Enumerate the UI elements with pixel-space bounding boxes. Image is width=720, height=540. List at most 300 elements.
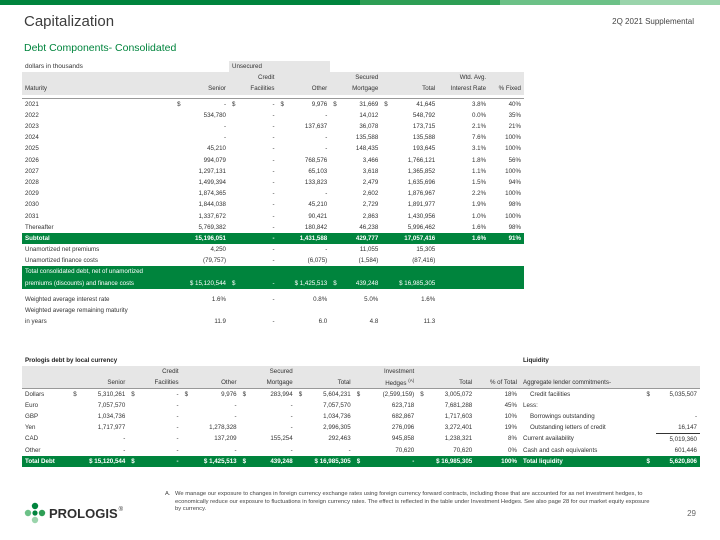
table-cell <box>229 305 241 316</box>
table-cell: $ 16,985,305 <box>296 456 354 467</box>
table-cell <box>229 72 241 83</box>
table-cell: $ <box>174 99 183 110</box>
table-cell: CAD <box>25 435 39 443</box>
subtotal-row <box>22 233 524 244</box>
table-cell: 98% <box>508 201 521 209</box>
table-row <box>22 210 524 221</box>
table-cell <box>381 305 393 316</box>
table-cell: 292,463 <box>328 435 351 443</box>
table-cell <box>489 316 524 327</box>
table-cell <box>489 244 524 255</box>
table-row <box>22 422 520 433</box>
table-cell <box>70 411 83 422</box>
table-cell: 5,996,462 <box>407 223 436 231</box>
top-bar-segment <box>360 0 500 5</box>
table-cell <box>417 377 430 388</box>
table-cell: Thereafter <box>25 223 54 231</box>
table-cell <box>330 255 342 266</box>
table-cell: - <box>184 99 229 110</box>
table-cell: 1,766,121 <box>407 156 436 164</box>
table-cell: 11.3 <box>423 318 436 326</box>
table-cell <box>417 411 430 422</box>
table-cell: 2021 <box>22 99 174 110</box>
table-cell: 45,210 <box>207 145 226 153</box>
table-cell <box>296 366 309 377</box>
table-cell <box>296 433 309 444</box>
table-cell: $ 15,120,544 <box>70 456 128 467</box>
table-cell <box>128 377 141 388</box>
table-cell: 2028 <box>25 178 39 186</box>
table-cell <box>330 188 342 199</box>
table-cell: premiums (discounts) and finance costs <box>22 278 174 289</box>
table-cell: 98% <box>508 223 521 231</box>
table-cell: - <box>241 278 278 289</box>
table-cell: 534,780 <box>203 111 226 119</box>
table-cell <box>83 366 128 377</box>
section-title-row <box>520 355 700 366</box>
table-cell: Total <box>393 83 438 94</box>
table-cell: Investment <box>366 366 417 377</box>
table-cell <box>184 72 229 83</box>
table-cell <box>229 244 241 255</box>
table-cell <box>489 305 524 316</box>
table-cell <box>128 422 141 433</box>
table-cell: 1,876,967 <box>407 190 436 198</box>
table-cell <box>330 210 342 221</box>
table-cell: 1.5% <box>472 178 487 186</box>
table-cell <box>70 377 83 388</box>
table-cell: in years <box>25 318 47 326</box>
footnote-text: We manage our exposure to changes in foreign currency exchange rates using foreign currency forward contracts, including those that are accounted for as net investment hedges, to economically reduce our exposure to fluctuations in foreign currency rates. The effect is reflected in the table under Investment Hedges. See also page 28 for our market equity exposure by currency. <box>175 491 650 513</box>
table-cell <box>330 222 342 233</box>
top-bar-segment <box>0 0 360 5</box>
table-cell <box>240 445 253 456</box>
table-cell: Current availability <box>523 435 574 443</box>
table-cell: 3.8% <box>438 99 489 110</box>
table-cell: 10% <box>504 413 517 421</box>
table-cell <box>278 121 290 132</box>
table-cell: 548,792 <box>412 111 436 119</box>
table-cell: Secured <box>342 72 381 83</box>
table-row <box>22 110 524 121</box>
logo-registered-mark: ® <box>118 507 124 513</box>
table-cell: 7,057,570 <box>97 401 126 409</box>
table-cell: Other <box>289 83 330 94</box>
table-cell: 5,620,806 <box>656 456 700 467</box>
table-cell <box>656 400 700 411</box>
table-cell <box>241 266 278 277</box>
table-cell <box>489 294 524 305</box>
table-cell: 1.6% <box>421 295 436 303</box>
table-cell <box>240 411 253 422</box>
table-cell <box>174 244 183 255</box>
table-cell <box>381 166 393 177</box>
table-cell <box>644 400 656 411</box>
table-cell <box>278 294 290 305</box>
table-cell <box>330 316 342 327</box>
table-cell <box>182 411 195 422</box>
table-cell: - <box>272 190 275 198</box>
table-cell: 17,057,416 <box>393 233 438 244</box>
table-cell <box>289 305 330 316</box>
table-row <box>22 155 524 166</box>
table-cell: 2,729 <box>362 201 379 209</box>
table-cell: 2025 <box>25 145 39 153</box>
table-cell: 193,645 <box>412 145 436 153</box>
table-cell <box>381 155 393 166</box>
table-cell: - <box>234 401 237 409</box>
table-cell: - <box>272 123 275 131</box>
table-cell <box>330 294 342 305</box>
table-cell: 945,858 <box>391 435 415 443</box>
table-cell <box>174 72 183 83</box>
table-cell <box>174 210 183 221</box>
table-cell <box>184 266 229 277</box>
table-cell: 439,248 <box>342 278 381 289</box>
table-cell: (2,599,159) <box>366 389 417 400</box>
table-row <box>22 222 524 233</box>
table-cell <box>182 422 195 433</box>
table-cell: - <box>272 145 275 153</box>
table-cell <box>489 255 524 266</box>
table-cell: Senior <box>184 83 229 94</box>
table-cell: - <box>123 446 126 454</box>
table-cell: 5,019,360 <box>669 435 697 443</box>
table-cell: 1.6% <box>211 295 226 303</box>
table-cell <box>644 445 656 456</box>
table-cell <box>342 305 381 316</box>
table-cell: 7.6% <box>472 134 487 142</box>
table-cell: - <box>325 246 328 254</box>
table-cell: 1.0% <box>472 212 487 220</box>
table-cell: 155,254 <box>270 435 293 443</box>
table-cell: GBP <box>25 413 39 421</box>
table-cell: Maturity <box>22 83 174 94</box>
table-cell <box>354 411 367 422</box>
table-cell <box>128 411 141 422</box>
table-cell <box>240 433 253 444</box>
table-cell: 15,196,051 <box>184 233 229 244</box>
table-cell <box>174 143 183 154</box>
table-cell <box>354 422 367 433</box>
table-cell <box>229 166 241 177</box>
table-cell: 35% <box>508 111 521 119</box>
table-row <box>520 411 700 422</box>
table-cell: (79,757) <box>202 257 226 265</box>
table-cell: - <box>325 134 328 142</box>
table-cell: Dollars <box>22 389 70 400</box>
table-cell <box>278 255 290 266</box>
table-cell <box>296 377 309 388</box>
table-cell <box>342 61 381 72</box>
table-cell: $ <box>128 456 141 467</box>
table-cell <box>229 121 241 132</box>
table-cell: $ 15,120,544 <box>174 278 229 289</box>
table-cell: 283,994 <box>252 389 295 400</box>
table-cell <box>330 72 342 83</box>
table-cell <box>644 377 656 388</box>
table-cell <box>229 177 241 188</box>
table-cell: Unsecured <box>229 61 330 72</box>
table-cell <box>70 445 83 456</box>
table-cell: - <box>272 111 275 119</box>
table-cell <box>70 400 83 411</box>
table-cell: Subtotal <box>22 233 174 244</box>
table-cell <box>229 188 241 199</box>
table-cell <box>330 244 342 255</box>
table-cell: Total liquidity <box>520 456 644 467</box>
logo-text: PROLOGIS <box>49 505 118 521</box>
table-cell: 90,421 <box>308 212 328 220</box>
table-cell: 5,035,507 <box>656 389 700 400</box>
table-cell <box>241 305 278 316</box>
table-cell: 45,210 <box>308 201 328 209</box>
table-cell <box>393 61 438 72</box>
table-cell: 994,079 <box>203 156 226 164</box>
table-cell <box>70 422 83 433</box>
table-cell <box>330 305 342 316</box>
table-cell <box>174 305 183 316</box>
table-cell: $ <box>354 456 367 467</box>
table-cell <box>644 411 656 422</box>
table-cell <box>381 110 393 121</box>
table-cell: 3,005,072 <box>430 389 475 400</box>
table-cell: $ <box>330 99 342 110</box>
table-cell <box>354 366 367 377</box>
table-cell <box>330 121 342 132</box>
table-cell: $ <box>240 389 253 400</box>
page-title: Capitalization <box>24 13 115 30</box>
table-cell: - <box>290 401 293 409</box>
table-cell: $ <box>354 389 367 400</box>
table-cell: 1,337,672 <box>198 212 226 220</box>
table-row <box>22 188 524 199</box>
table-cell: - <box>366 456 417 467</box>
table-row <box>22 445 520 456</box>
table-cell: 2024 <box>25 134 39 142</box>
table-cell: 2023 <box>25 123 39 131</box>
table-cell <box>417 433 430 444</box>
table-row <box>22 199 524 210</box>
table-cell <box>278 177 290 188</box>
table-cell <box>174 177 183 188</box>
table-cell: - <box>272 246 275 254</box>
header-row <box>22 83 524 94</box>
table-cell <box>381 199 393 210</box>
table-cell: 36,078 <box>359 123 379 131</box>
table-cell: (1,584) <box>358 257 379 265</box>
top-bar-segment <box>500 0 620 5</box>
table-cell <box>22 377 70 388</box>
table-row <box>520 389 700 400</box>
table-cell: 2,479 <box>362 178 379 186</box>
prologis-logo-icon <box>24 502 46 524</box>
table-cell <box>381 72 393 83</box>
table-cell <box>342 266 381 277</box>
units-row <box>22 61 524 72</box>
table-cell <box>330 110 342 121</box>
table-cell: Total <box>430 377 475 388</box>
table-cell: 5.0% <box>364 295 379 303</box>
table-cell <box>128 445 141 456</box>
table-cell <box>489 278 524 289</box>
table-cell <box>289 266 330 277</box>
table-cell: Mortgage <box>252 377 295 388</box>
table-cell <box>438 244 489 255</box>
table-cell <box>174 316 183 327</box>
maturity-table <box>22 61 524 327</box>
table-cell: - <box>223 134 226 142</box>
table-cell <box>330 132 342 143</box>
table-cell: $ <box>417 389 430 400</box>
table-row <box>520 445 700 456</box>
table-cell: 1,499,394 <box>198 178 226 186</box>
table-cell: 100% <box>505 134 521 142</box>
table-cell: 1,844,038 <box>198 201 226 209</box>
table-cell: - <box>234 446 237 454</box>
table-cell <box>70 433 83 444</box>
header-row <box>22 366 520 377</box>
table-cell: 41,645 <box>393 99 438 110</box>
table-cell <box>354 433 367 444</box>
table-cell <box>174 121 183 132</box>
table-cell <box>296 422 309 433</box>
table-cell: 148,435 <box>355 145 379 153</box>
table-cell <box>381 83 393 94</box>
table-cell: 1,238,321 <box>444 435 473 443</box>
table-cell <box>475 366 520 377</box>
table-cell: 1,297,131 <box>198 167 226 175</box>
table-row <box>22 143 524 154</box>
table-cell <box>182 366 195 377</box>
table-cell: Senior <box>83 377 128 388</box>
table-cell: 2022 <box>25 111 39 119</box>
table-cell <box>330 266 342 277</box>
table-cell: - <box>272 134 275 142</box>
table-cell <box>174 166 183 177</box>
table-cell: 91% <box>489 233 524 244</box>
table-cell: $ 16,985,305 <box>417 456 475 467</box>
table-cell <box>381 316 393 327</box>
table-cell <box>438 316 489 327</box>
table-cell: 2,996,305 <box>323 424 351 432</box>
table-cell <box>417 422 430 433</box>
table-cell: (6,075) <box>307 257 328 265</box>
table-cell: 2,863 <box>362 212 379 220</box>
table-cell <box>644 422 656 433</box>
table-cell <box>489 266 524 277</box>
table-cell: 0.0% <box>472 111 487 119</box>
table-cell <box>417 366 430 377</box>
table-cell: 1,034,736 <box>97 413 126 421</box>
table-cell <box>381 294 393 305</box>
table-cell: $ <box>644 389 656 400</box>
table-row <box>22 316 524 327</box>
table-cell <box>489 72 524 83</box>
table-cell: Cash and cash equivalents <box>523 446 598 454</box>
table-cell: 9,976 <box>194 389 239 400</box>
table-cell: 3,618 <box>362 167 379 175</box>
table-cell <box>438 255 489 266</box>
footnote-ref: (A) <box>408 378 415 384</box>
table-row <box>520 422 700 433</box>
table-cell <box>381 121 393 132</box>
table-cell <box>182 433 195 444</box>
table-cell: Total <box>308 377 353 388</box>
table-cell <box>430 366 475 377</box>
table-cell <box>229 143 241 154</box>
table-cell: % Fixed <box>489 83 524 94</box>
table-cell <box>229 316 241 327</box>
table-cell: 135,588 <box>412 134 436 142</box>
table-cell: 1,365,852 <box>407 167 436 175</box>
table-row <box>22 166 524 177</box>
table-cell: 1,717,977 <box>97 424 126 432</box>
table-cell <box>438 61 489 72</box>
table-cell <box>174 266 183 277</box>
table-cell: Wtd. Avg. <box>438 72 489 83</box>
table-cell: 768,576 <box>304 156 328 164</box>
table-cell: Outstanding letters of credit <box>530 424 606 432</box>
table-cell <box>128 400 141 411</box>
table-cell <box>381 61 393 72</box>
table-cell <box>22 366 70 377</box>
table-cell <box>278 166 290 177</box>
table-row <box>22 121 524 132</box>
table-row <box>22 255 524 266</box>
table-cell: 0% <box>508 446 517 454</box>
table-cell <box>381 177 393 188</box>
table-cell: - <box>141 456 182 467</box>
table-cell: - <box>272 201 275 209</box>
table-cell: Mortgage <box>342 83 381 94</box>
table-cell <box>174 61 183 72</box>
table-cell: $ <box>70 389 83 400</box>
table-cell: - <box>272 178 275 186</box>
table-cell: Credit <box>241 72 278 83</box>
table-cell <box>240 377 253 388</box>
table-cell <box>174 83 183 94</box>
table-cell: 1.1% <box>472 167 487 175</box>
table-cell: 100% <box>505 167 521 175</box>
table-row <box>22 99 524 110</box>
table-cell: - <box>272 223 275 231</box>
table-row <box>520 433 700 444</box>
table-cell: Total Debt <box>22 456 70 467</box>
table-cell: - <box>272 167 275 175</box>
table-cell: 11,055 <box>359 246 379 254</box>
table-cell: $ <box>330 278 342 289</box>
table-cell: 4.8 <box>369 318 379 326</box>
table-row <box>22 244 524 255</box>
table-cell: 65,103 <box>308 167 328 175</box>
table-cell: 9,976 <box>289 99 330 110</box>
table-cell: 1.6% <box>472 223 487 231</box>
table-cell: Liquidity <box>523 357 549 365</box>
table-cell <box>229 199 241 210</box>
table-cell <box>656 377 700 388</box>
table-cell <box>381 222 393 233</box>
table-cell <box>278 266 290 277</box>
table-cell <box>354 445 367 456</box>
table-cell <box>229 266 241 277</box>
table-cell: - <box>272 295 275 303</box>
table-cell: 276,096 <box>391 424 415 432</box>
table-cell <box>240 366 253 377</box>
table-cell <box>381 132 393 143</box>
table-cell: 7,681,288 <box>444 401 473 409</box>
table-cell <box>182 377 195 388</box>
